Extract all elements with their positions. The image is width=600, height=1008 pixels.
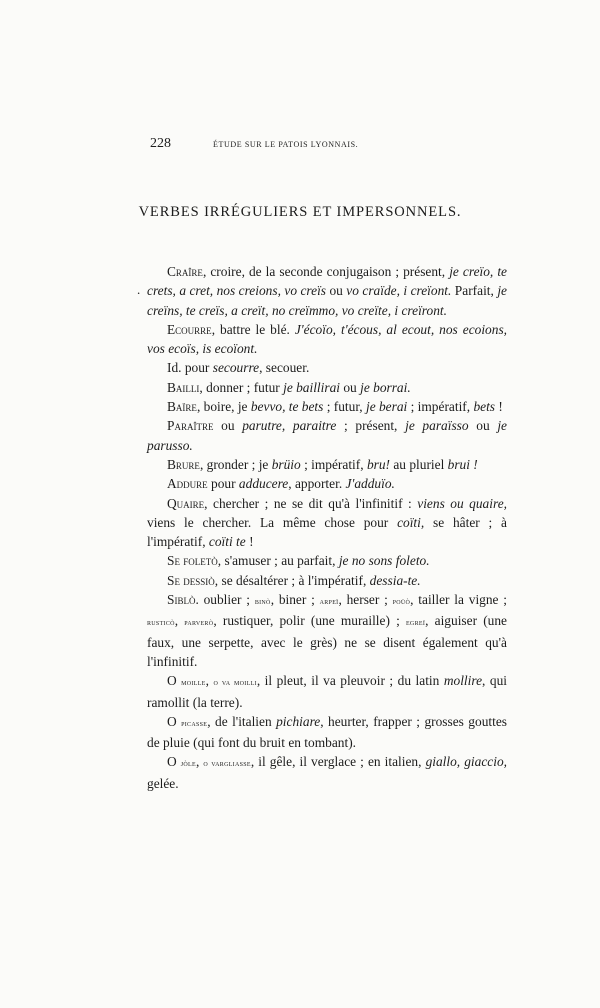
text-run: Parfait, (451, 283, 498, 299)
small-caps-word: binò (254, 596, 271, 607)
text-run: O (167, 754, 181, 770)
entry-paragraph (147, 551, 507, 570)
entry-paragraph (147, 262, 507, 320)
italic-text: J'adduïo. (345, 476, 395, 492)
text-run: , de l'italien (207, 713, 277, 729)
italic-text: bru! (366, 456, 390, 472)
italic-text: viens ou quaire, (417, 495, 507, 511)
headword: Addure (167, 476, 208, 492)
italic-text: coïti te (208, 534, 246, 550)
entry-paragraph (147, 474, 507, 493)
italic-text: je creïo, te crets, a cret, nos creions, vo creïs (147, 264, 507, 299)
italic-text: giallo, giaccio, (425, 754, 507, 770)
entry-paragraph (147, 712, 507, 753)
small-caps-word: o va moilli (213, 677, 257, 688)
text-run: , herser ; (338, 592, 393, 608)
page-header (150, 136, 450, 152)
entry-paragraph (147, 378, 507, 397)
text-run: ou (326, 283, 347, 299)
small-caps-word: moille (181, 677, 206, 688)
text-run: ou (340, 379, 361, 395)
small-caps-word: arpeï (319, 596, 339, 607)
text-run: , qui ramollit (la terre). (147, 673, 507, 710)
small-caps-word: o vargliasse (203, 758, 251, 769)
text-run: , il pleut, il va pleuvoir ; du latin (256, 673, 444, 689)
text-run: , s'amuser ; au parfait, (217, 553, 339, 569)
italic-text: je berai (365, 399, 408, 415)
italic-text: je paraïsso (405, 418, 469, 434)
italic-text: brui ! (447, 456, 478, 472)
text-run: pour (207, 476, 239, 492)
small-caps-word: jòle (180, 758, 196, 769)
italic-text: mollire (443, 673, 483, 689)
italic-text: bets (473, 399, 496, 415)
headword: Brure (167, 456, 200, 472)
text-run: ou (213, 418, 243, 434)
headword: Paraître (167, 418, 214, 434)
section-title: VERBES IRRÉGULIERS ET IMPERSONNELS. (138, 204, 462, 220)
entry-paragraph (147, 571, 507, 590)
entry-paragraph (147, 358, 507, 377)
text-run: Id. pour (167, 360, 213, 376)
small-caps-word: parverò (184, 617, 214, 628)
text-run: O (167, 673, 182, 689)
entry-paragraph (147, 590, 507, 671)
running-title: ÉTUDE SUR LE PATOIS LYONNAIS. (213, 140, 359, 149)
italic-text: bevvo, te bets (250, 399, 324, 415)
text-run: ; présent, (336, 418, 406, 434)
italic-text: secourre (212, 360, 260, 376)
text-run: gelée. (147, 775, 179, 791)
headword: Se foletò (167, 553, 218, 569)
text-run: , (174, 613, 185, 629)
entry-paragraph (147, 320, 507, 359)
small-caps-word: picasse (181, 717, 208, 728)
entry-paragraph (147, 494, 507, 552)
small-caps-word: poüò (392, 596, 411, 607)
italic-text: vo craïde, i creïont. (346, 283, 452, 299)
italic-text: je creïns, te creïs, a creït, no creïmmo, vo creïte, i creïront. (147, 283, 507, 318)
text-run: , (205, 673, 214, 689)
italic-text: J'écoïo, t'écous, al ecout, nos ecoions, vos ecoïs, is ecoïont. (147, 321, 507, 357)
headword: Craîre (167, 264, 203, 279)
text-run: , boire, je (196, 399, 251, 415)
text-run: , rustiquer, polir (une muraille) ; (213, 613, 406, 629)
text-run: ; impératif, (407, 399, 474, 415)
text-run: , aiguiser (une faux, une serpette, avec le grès) ne se disent également qu'à l'infinitif. (147, 613, 507, 669)
small-caps-word: egreï (405, 617, 426, 628)
italic-text: coïti, (397, 514, 425, 530)
entry-paragraph (147, 671, 507, 712)
text-run: ! (495, 399, 503, 415)
italic-text: je no sons foleto. (338, 553, 430, 569)
margin-mark: . (137, 282, 141, 297)
headword: Bailli (167, 379, 200, 395)
headword: Siblò (167, 592, 196, 608)
italic-text: je parusso. (147, 418, 507, 453)
headword: Ecourre (167, 321, 212, 337)
text-run: au pluriel (390, 456, 448, 472)
text-run: , apporter. (288, 476, 346, 492)
text-run: , secouer. (259, 360, 310, 376)
italic-text: je borrai. (360, 379, 411, 395)
italic-text: parutre, paraitre (242, 418, 337, 434)
entry-paragraph (147, 416, 507, 455)
text-run: , tailler la vigne ; (410, 592, 508, 608)
entry-paragraph (147, 455, 507, 474)
text-run: , gronder ; je (199, 456, 272, 472)
text-run: ; impératif, (300, 456, 367, 472)
italic-text: je baillirai (283, 379, 341, 395)
text-run: se hâter ; à l'impératif, (147, 514, 507, 550)
text-run: , se désaltérer ; à l'impératif, (214, 572, 370, 588)
headword: Se dessiò (167, 572, 215, 588)
italic-text: pichiare (276, 713, 321, 729)
text-run: , biner ; (270, 592, 320, 608)
body-text (147, 262, 507, 793)
text-run: , heurter, frapper ; grosses gouttes de pluie (qui font du bruit en tombant). (147, 713, 507, 751)
text-run: , battre le blé. (211, 321, 295, 337)
text-run: , donner ; futur (199, 379, 284, 395)
italic-text: adducere (238, 476, 289, 492)
text-run: , croire, de la seconde conjugaison ; présent, (202, 264, 450, 279)
text-run: ou (468, 418, 498, 434)
headword: Quaire (167, 495, 205, 511)
text-run: , (195, 754, 204, 770)
small-caps-word: rusticò (147, 617, 175, 628)
text-run: ; futur, (323, 399, 366, 415)
italic-text: brüio (271, 456, 301, 472)
headword: Baïre (167, 399, 197, 415)
text-run: , il gêle, il verglace ; en italien, (250, 754, 426, 770)
entry-paragraph (147, 752, 507, 793)
italic-text: dessia-te. (369, 572, 421, 588)
text-run: ! (245, 534, 254, 550)
text-run: , chercher ; ne se dit qu'à l'infinitif : (204, 495, 418, 511)
text-run: viens le chercher. La même chose pour (147, 514, 398, 530)
text-run: O (167, 713, 182, 729)
entry-paragraph (147, 397, 507, 416)
text-run: . oublier ; (195, 592, 255, 608)
page-number: 228 (150, 136, 171, 151)
